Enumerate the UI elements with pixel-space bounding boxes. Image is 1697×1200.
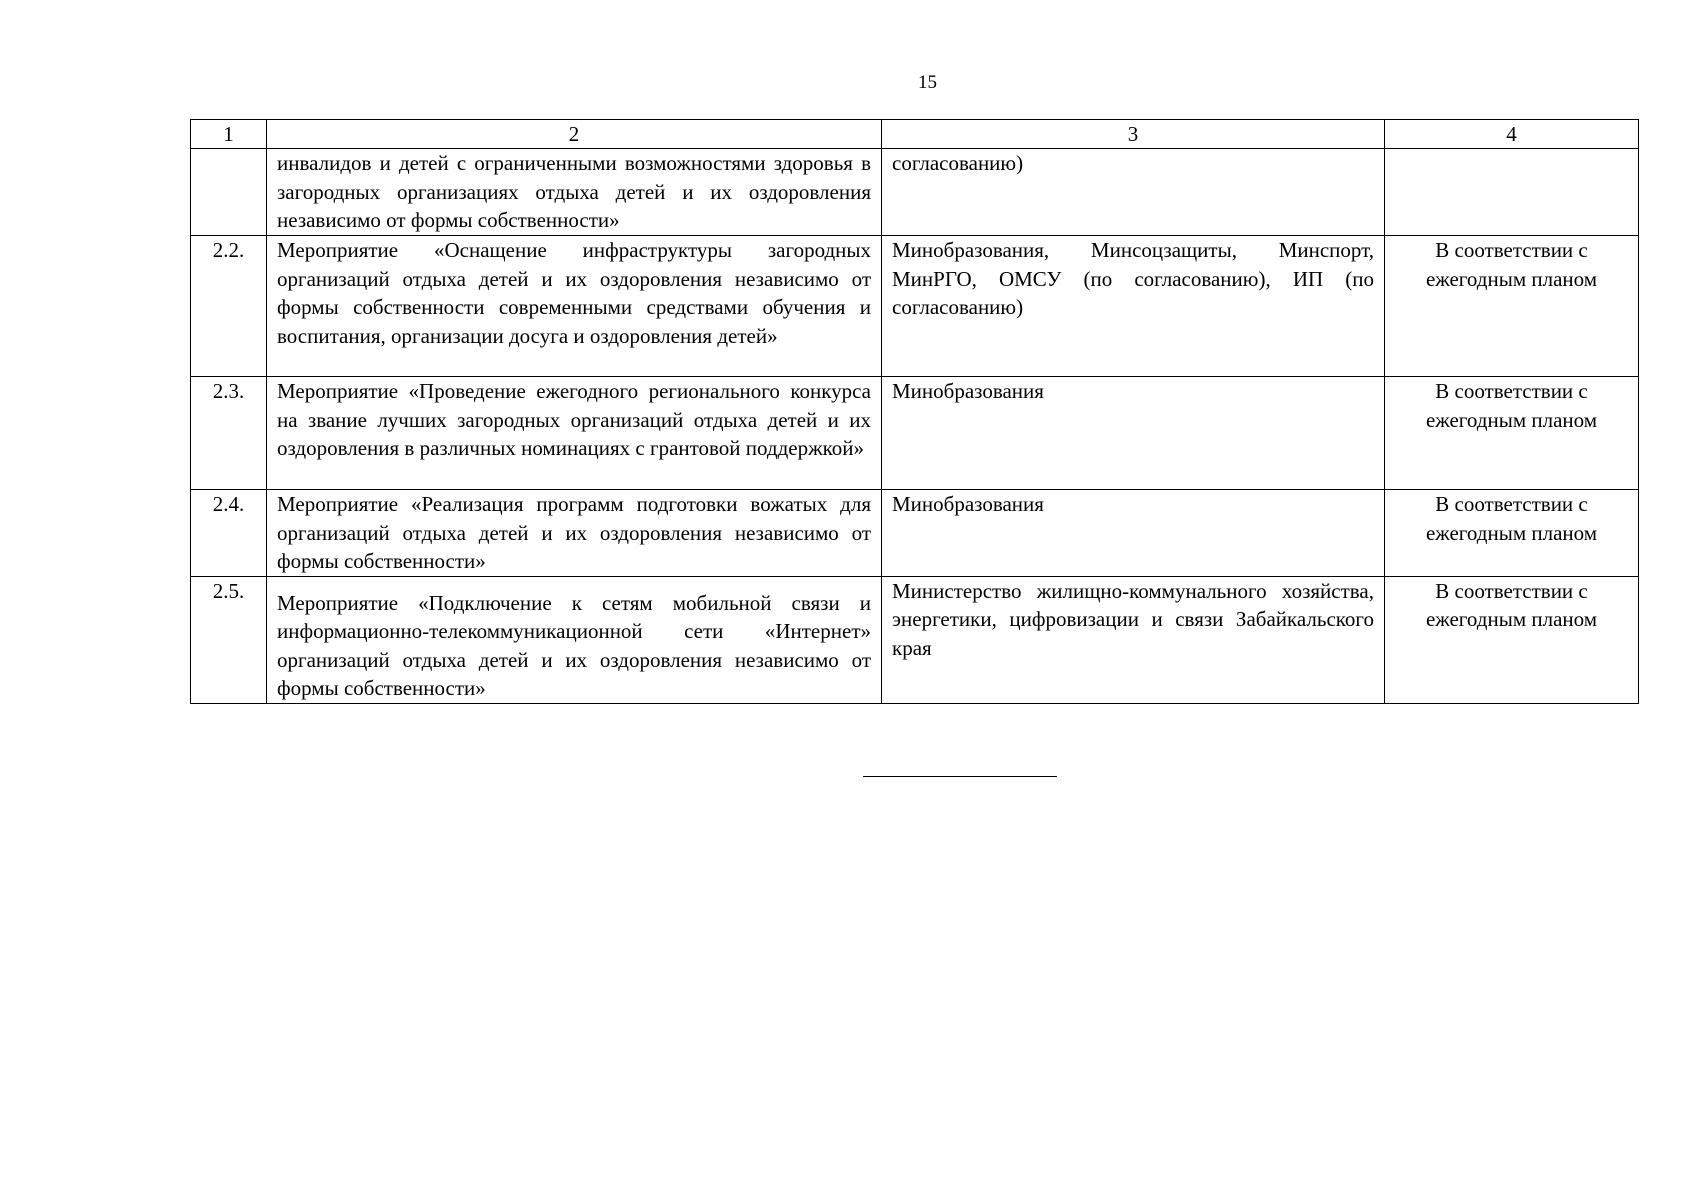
column-header-4: 4 [1385,120,1639,149]
table-row [191,236,1639,377]
row-number: 2.2. [191,236,267,377]
activity-term: В соответствии с ежегодным планом [1385,490,1639,577]
row-number: 2.5. [191,576,267,703]
column-header-3: 3 [882,120,1385,149]
table-row [191,377,1639,490]
activity-term: В соответствии с ежегодным планом [1385,576,1639,703]
activity-executor: Минобразования, Минсоцзащиты, Минспорт, МинРГО, ОМСУ (по согласованию), ИП (по согласованию) [882,236,1385,377]
column-header-1: 1 [191,120,267,149]
table-row [191,490,1639,577]
table-row [191,576,1639,703]
activity-executor: согласованию) [882,149,1385,236]
row-number [191,149,267,236]
row-number: 2.3. [191,377,267,490]
table-header-row [191,120,1639,149]
activity-description: Мероприятие «Оснащение инфраструктуры загородных организаций отдыха детей и их оздоровления независимо от формы собственности современными средствами обучения и воспитания, организации досуга и оздоровления детей» [267,236,882,377]
column-header-2: 2 [267,120,882,149]
page-number: 15 [918,72,937,93]
activity-description: Мероприятие «Подключение к сетям мобильной связи и информационно-телекоммуникационной сети «Интернет» организаций отдыха детей и их оздоровления независимо от формы собственности» [267,576,882,703]
activity-executor: Министерство жилищно-коммунального хозяйства, энергетики, цифровизации и связи Забайкальского края [882,576,1385,703]
end-of-document-rule [863,776,1057,777]
activity-term [1385,149,1639,236]
activity-term: В соответствии с ежегодным планом [1385,377,1639,490]
row-number: 2.4. [191,490,267,577]
table-row [191,149,1639,236]
activity-term: В соответствии с ежегодным планом [1385,236,1639,377]
activities-table [190,119,1639,704]
activity-description: Мероприятие «Проведение ежегодного регионального конкурса на звание лучших загородных организаций отдыха детей и их оздоровления в различных номинациях с грантовой поддержкой» [267,377,882,490]
activity-description: инвалидов и детей с ограниченными возможностями здоровья в загородных организациях отдыха детей и их оздоровления независимо от формы собственности» [267,149,882,236]
activity-description: Мероприятие «Реализация программ подготовки вожатых для организаций отдыха детей и их оздоровления независимо от формы собственности» [267,490,882,577]
activity-executor: Минобразования [882,377,1385,490]
activity-executor: Минобразования [882,490,1385,577]
